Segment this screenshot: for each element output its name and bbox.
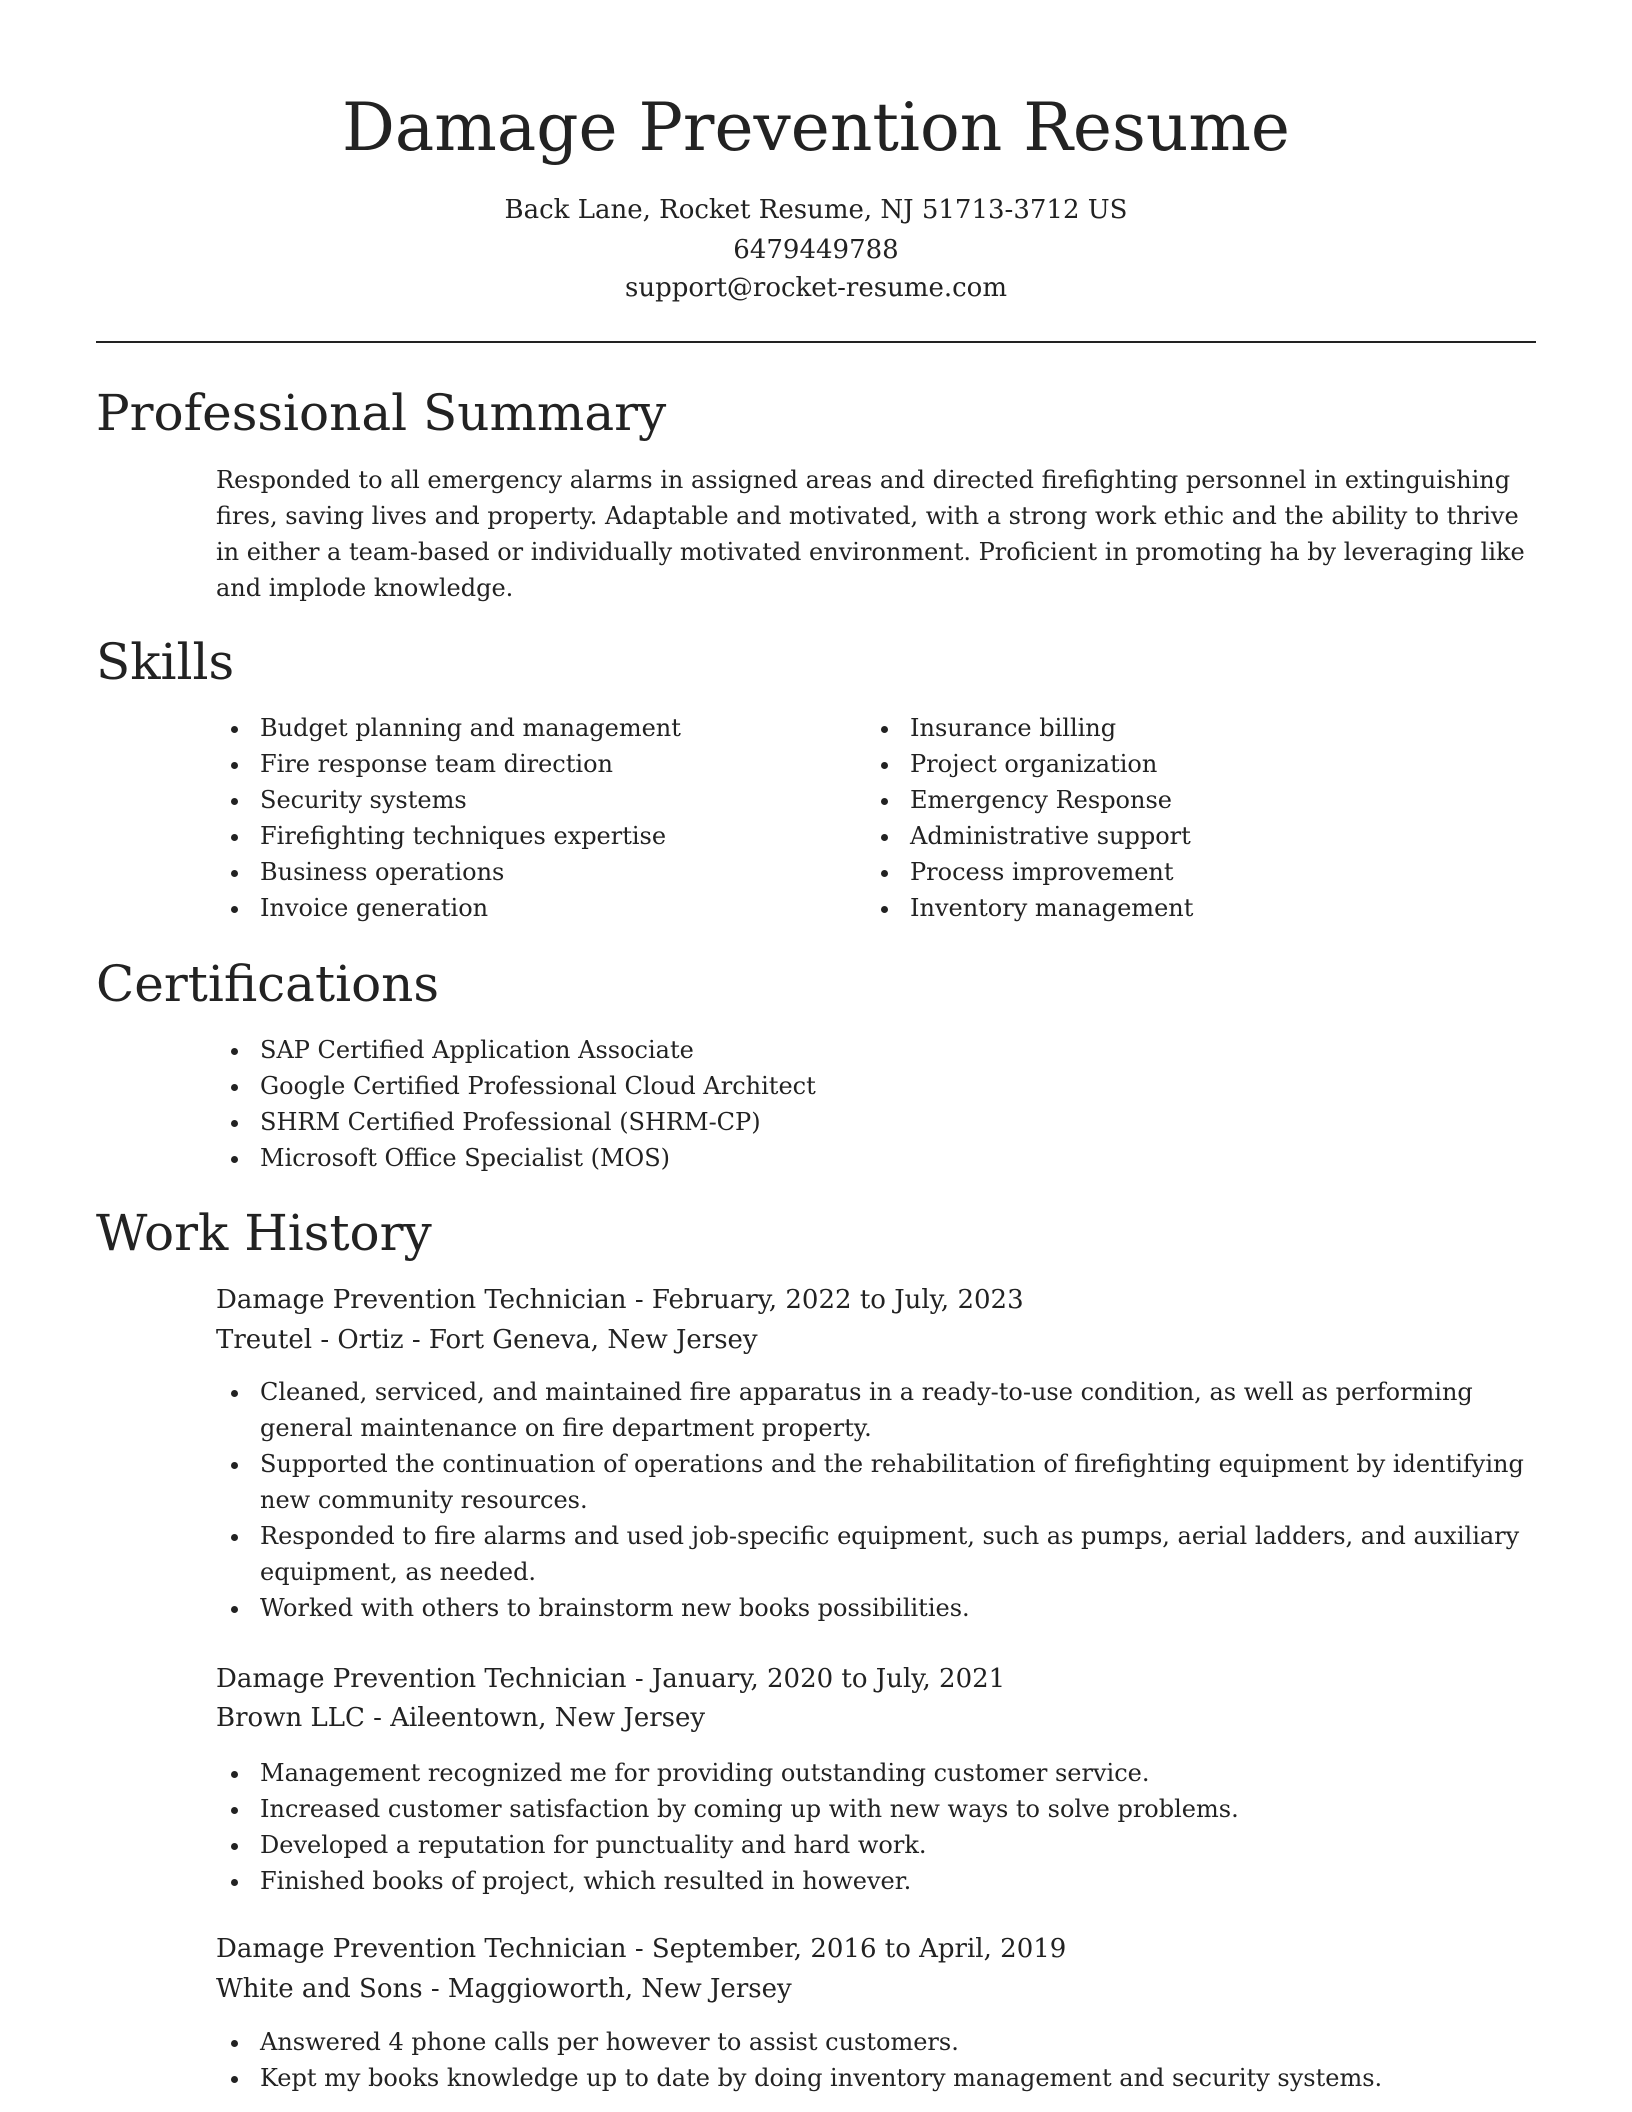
job-title-line <box>216 1660 1005 1698</box>
contact-phone: 6479449788 <box>733 235 899 265</box>
job-bullets <box>216 1374 1541 1626</box>
skill-item: Business operations <box>216 854 816 890</box>
job-bullet: Increased customer satisfaction by coming up with new ways to solve problems. <box>216 1791 1541 1827</box>
job-dates: - September, 2016 to April, 2019 <box>626 1934 1067 1964</box>
job-bullet: Finished books of project, which resulted in however. <box>216 1863 1541 1899</box>
job-bullet: Cleaned, serviced, and maintained fire apparatus in a ready-to-use condition, as well as performing general maintenance on fire department property. <box>216 1374 1541 1446</box>
job-company-line <box>216 1699 705 1737</box>
certification-item: Google Certified Professional Cloud Architect <box>216 1068 1536 1104</box>
job-location: - Fort Geneva, New Jersey <box>403 1325 758 1355</box>
resume-title: Damage Prevention Resume <box>342 89 1290 166</box>
contact-email: support@rocket-resume.com <box>624 273 1007 303</box>
certification-item: Microsoft Office Specialist (MOS) <box>216 1140 1536 1176</box>
skill-item: Invoice generation <box>216 890 816 926</box>
skill-item: Firefighting techniques expertise <box>216 818 816 854</box>
contact-address: Back Lane, Rocket Resume, NJ 51713-3712 US <box>504 195 1128 225</box>
job-bullet: Kept my books knowledge up to date by doing inventory management and security systems. <box>216 2060 1541 2096</box>
header-divider <box>96 341 1536 343</box>
job-company-line <box>216 1321 758 1359</box>
job-bullets <box>216 2024 1541 2096</box>
job-role: Damage Prevention Technician <box>216 1285 627 1315</box>
job-bullets <box>216 1755 1541 1899</box>
job-company-line <box>216 1970 792 2008</box>
job-location: - Aileentown, New Jersey <box>364 1703 706 1733</box>
skill-item: Process improvement <box>866 854 1466 890</box>
job-role: Damage Prevention Technician <box>216 1664 627 1694</box>
certifications-heading: Certifications <box>96 955 440 1013</box>
job-title-line <box>216 1930 1066 1968</box>
job-dates: - February, 2022 to July, 2023 <box>626 1285 1024 1315</box>
job-location: - Maggioworth, New Jersey <box>422 1974 792 2004</box>
skill-item: Budget planning and management <box>216 710 816 746</box>
skills-list-right <box>866 710 1466 926</box>
job-bullet: Management recognized me for providing outstanding customer service. <box>216 1755 1541 1791</box>
skill-item: Administrative support <box>866 818 1466 854</box>
job-bullet: Responded to fire alarms and used job-specific equipment, such as pumps, aerial ladders, and auxiliary equipment, as needed. <box>216 1518 1541 1590</box>
job-bullet: Worked with others to brainstorm new books possibilities. <box>216 1590 1541 1626</box>
job-bullet: Answered 4 phone calls per however to assist customers. <box>216 2024 1541 2060</box>
summary-text: Responded to all emergency alarms in assigned areas and directed firefighting personnel in extinguishing fires, saving lives and property. Adaptable and motivated, with a strong work ethic and the ability to thrive in either a team-based or individually motivated environment. Proficient in promoting ha by leveraging like and implode knowledge. <box>216 466 1525 602</box>
skills-heading: Skills <box>96 633 235 691</box>
certification-item: SHRM Certified Professional (SHRM-CP) <box>216 1104 1536 1140</box>
skill-item: Insurance billing <box>866 710 1466 746</box>
skill-item: Inventory management <box>866 890 1466 926</box>
job-company: Brown LLC <box>216 1703 365 1733</box>
job-bullet: Supported the continuation of operations and the rehabilitation of firefighting equipment by identifying new community resources. <box>216 1446 1541 1518</box>
certification-item: SAP Certified Application Associate <box>216 1032 1536 1068</box>
skill-item: Emergency Response <box>866 782 1466 818</box>
job-dates: - January, 2020 to July, 2021 <box>626 1664 1006 1694</box>
job-company: Treutel - Ortiz <box>216 1325 404 1355</box>
summary-heading: Professional Summary <box>96 384 667 442</box>
skill-item: Project organization <box>866 746 1466 782</box>
job-bullet: Developed a reputation for punctuality and hard work. <box>216 1827 1541 1863</box>
work-history-heading: Work History <box>96 1204 432 1262</box>
skills-list-left <box>216 710 816 926</box>
job-title-line <box>216 1281 1024 1319</box>
job-role: Damage Prevention Technician <box>216 1934 627 1964</box>
skill-item: Fire response team direction <box>216 746 816 782</box>
skill-item: Security systems <box>216 782 816 818</box>
job-company: White and Sons <box>216 1974 423 2004</box>
certifications-list <box>216 1032 1536 1176</box>
